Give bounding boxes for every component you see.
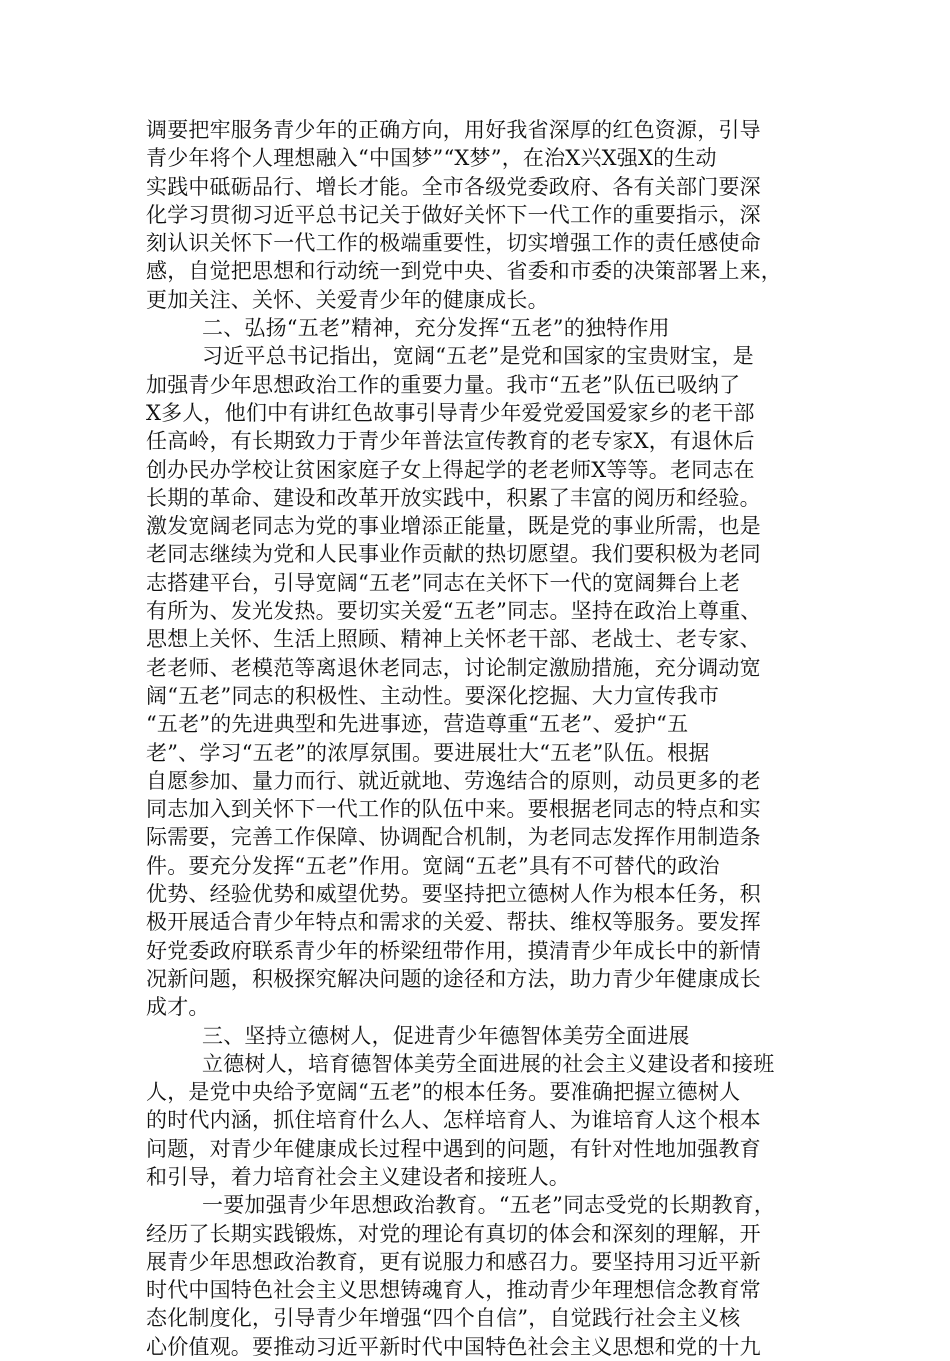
text-line: 优势、经验优势和威望优势。要坚持把立德树人作为根本任务，积 [146,882,761,907]
text-line: 阔“五老”同志的积极性、主动性。要深化挖掘、大力宣传我市 [146,683,720,708]
text-line: 际需要，完善工作保障、协调配合机制，为老同志发挥作用制造条 [146,825,761,850]
text-line: 二、弘扬“五老”精神，充分发挥“五老”的独特作用 [202,316,670,341]
text-line: 和引导，着力培育社会主义建设者和接班人。 [146,1164,570,1189]
text-line: 更加关注、关怀、关爱青少年的健康成长。 [146,287,549,312]
text-line: 实践中砥砺品行、增长才能。全市各级党委政府、各有关部门要深 [146,174,761,199]
text-line: 的时代内涵，抓住培育什么人、怎样培育人、为谁培育人这个根本 [146,1108,761,1133]
text-line: 刻认识关怀下一代工作的极端重要性，切实增强工作的责任感使命 [146,231,761,256]
text-line: 有所为、发光发热。要切实关爱“五老”同志。坚持在政治上尊重、 [146,599,762,624]
text-line: 三、坚持立德树人，促进青少年德智体美劳全面进展 [202,1023,690,1048]
text-line: 态化制度化，引导青少年增强“四个自信”，自觉践行社会主义核 [146,1306,741,1331]
text-line: 成才。 [146,995,210,1020]
text-line: 老同志继续为党和人民事业作贡献的热切愿望。我们要积极为老同 [146,542,761,567]
text-line: 任高岭，有长期致力于青少年普法宣传教育的老专家X，有退休后 [146,429,755,454]
text-line: 思想上关怀、生活上照顾、精神上关怀老干部、老战士、老专家、 [146,627,761,652]
text-line: 况新问题，积极探究解决问题的途径和方法，助力青少年健康成长 [146,966,761,991]
text-line: 青少年将个人理想融入“中国梦”“X梦”，在治X兴X强X的生动 [146,146,717,171]
text-line: 件。要充分发挥“五老”作用。宽阔“五老”具有不可替代的政治 [146,853,720,878]
text-line: 人，是党中央给予宽阔“五老”的根本任务。要准确把握立德树人 [146,1080,741,1105]
text-line: 展青少年思想政治教育，更有说服力和感召力。要坚持用习近平新 [146,1249,761,1274]
text-line: 同志加入到关怀下一代工作的队伍中来。要根据老同志的特点和实 [146,797,761,822]
text-line: 激发宽阔老同志为党的事业增添正能量，既是党的事业所需，也是 [146,514,761,539]
text-line: 极开展适合青少年特点和需求的关爱、帮扶、维权等服务。要发挥 [146,910,761,935]
text-line: 感，自觉把思想和行动统一到党中央、省委和市委的决策部署上来， [146,259,782,284]
text-line: 自愿参加、量力而行、就近就地、劳逸结合的原则，动员更多的老 [146,768,761,793]
text-line: 创办民办学校让贫困家庭子女上得起学的老老师X等等。老同志在 [146,457,755,482]
text-line: 好党委政府联系青少年的桥梁纽带作用，摸清青少年成长中的新情 [146,938,761,963]
text-line: 问题，对青少年健康成长过程中遇到的问题，有针对性地加强教育 [146,1136,761,1161]
text-line: 经历了长期实践锻炼，对党的理论有真切的体会和深刻的理解，开 [146,1221,761,1246]
text-line: 习近平总书记指出，宽阔“五老”是党和国家的宝贵财宝，是 [202,344,754,369]
text-line: 老老师、老模范等离退休老同志，讨论制定激励措施，充分调动宽 [146,655,761,680]
text-line: 老”、学习“五老”的浓厚氛围。要进展壮大“五老”队伍。根据 [146,740,710,765]
text-line: 长期的革命、建设和改革开放实践中，积累了丰富的阅历和经验。 [146,485,761,510]
text-line: 化学习贯彻习近平总书记关于做好关怀下一代工作的重要指示，深 [146,202,761,227]
text-line: 时代中国特色社会主义思想铸魂育人，推动青少年理想信念教育常 [146,1278,761,1303]
document-body [146,116,822,1361]
text-line: 一要加强青少年思想政治教育。“五老”同志受党的长期教育， [202,1193,776,1218]
text-line: X多人，他们中有讲红色故事引导青少年爱党爱国爱家乡的老干部 [146,400,755,425]
text-line: “五老”的先进典型和先进事迹，营造尊重“五老”、爱护“五 [146,712,689,737]
text-line: 立德树人，培育德智体美劳全面进展的社会主义建设者和接班 [202,1051,775,1076]
text-line: 加强青少年思想政治工作的重要力量。我市“五老”队伍已吸纳了 [146,372,741,397]
text-line: 调要把牢服务青少年的正确方向，用好我省深厚的红色资源，引导 [146,118,761,142]
text-line: 志搭建平台，引导宽阔“五老”同志在关怀下一代的宽阔舞台上老 [146,570,741,595]
text-line: 心价值观。要推动习近平新时代中国特色社会主义思想和党的十九 [146,1334,761,1359]
